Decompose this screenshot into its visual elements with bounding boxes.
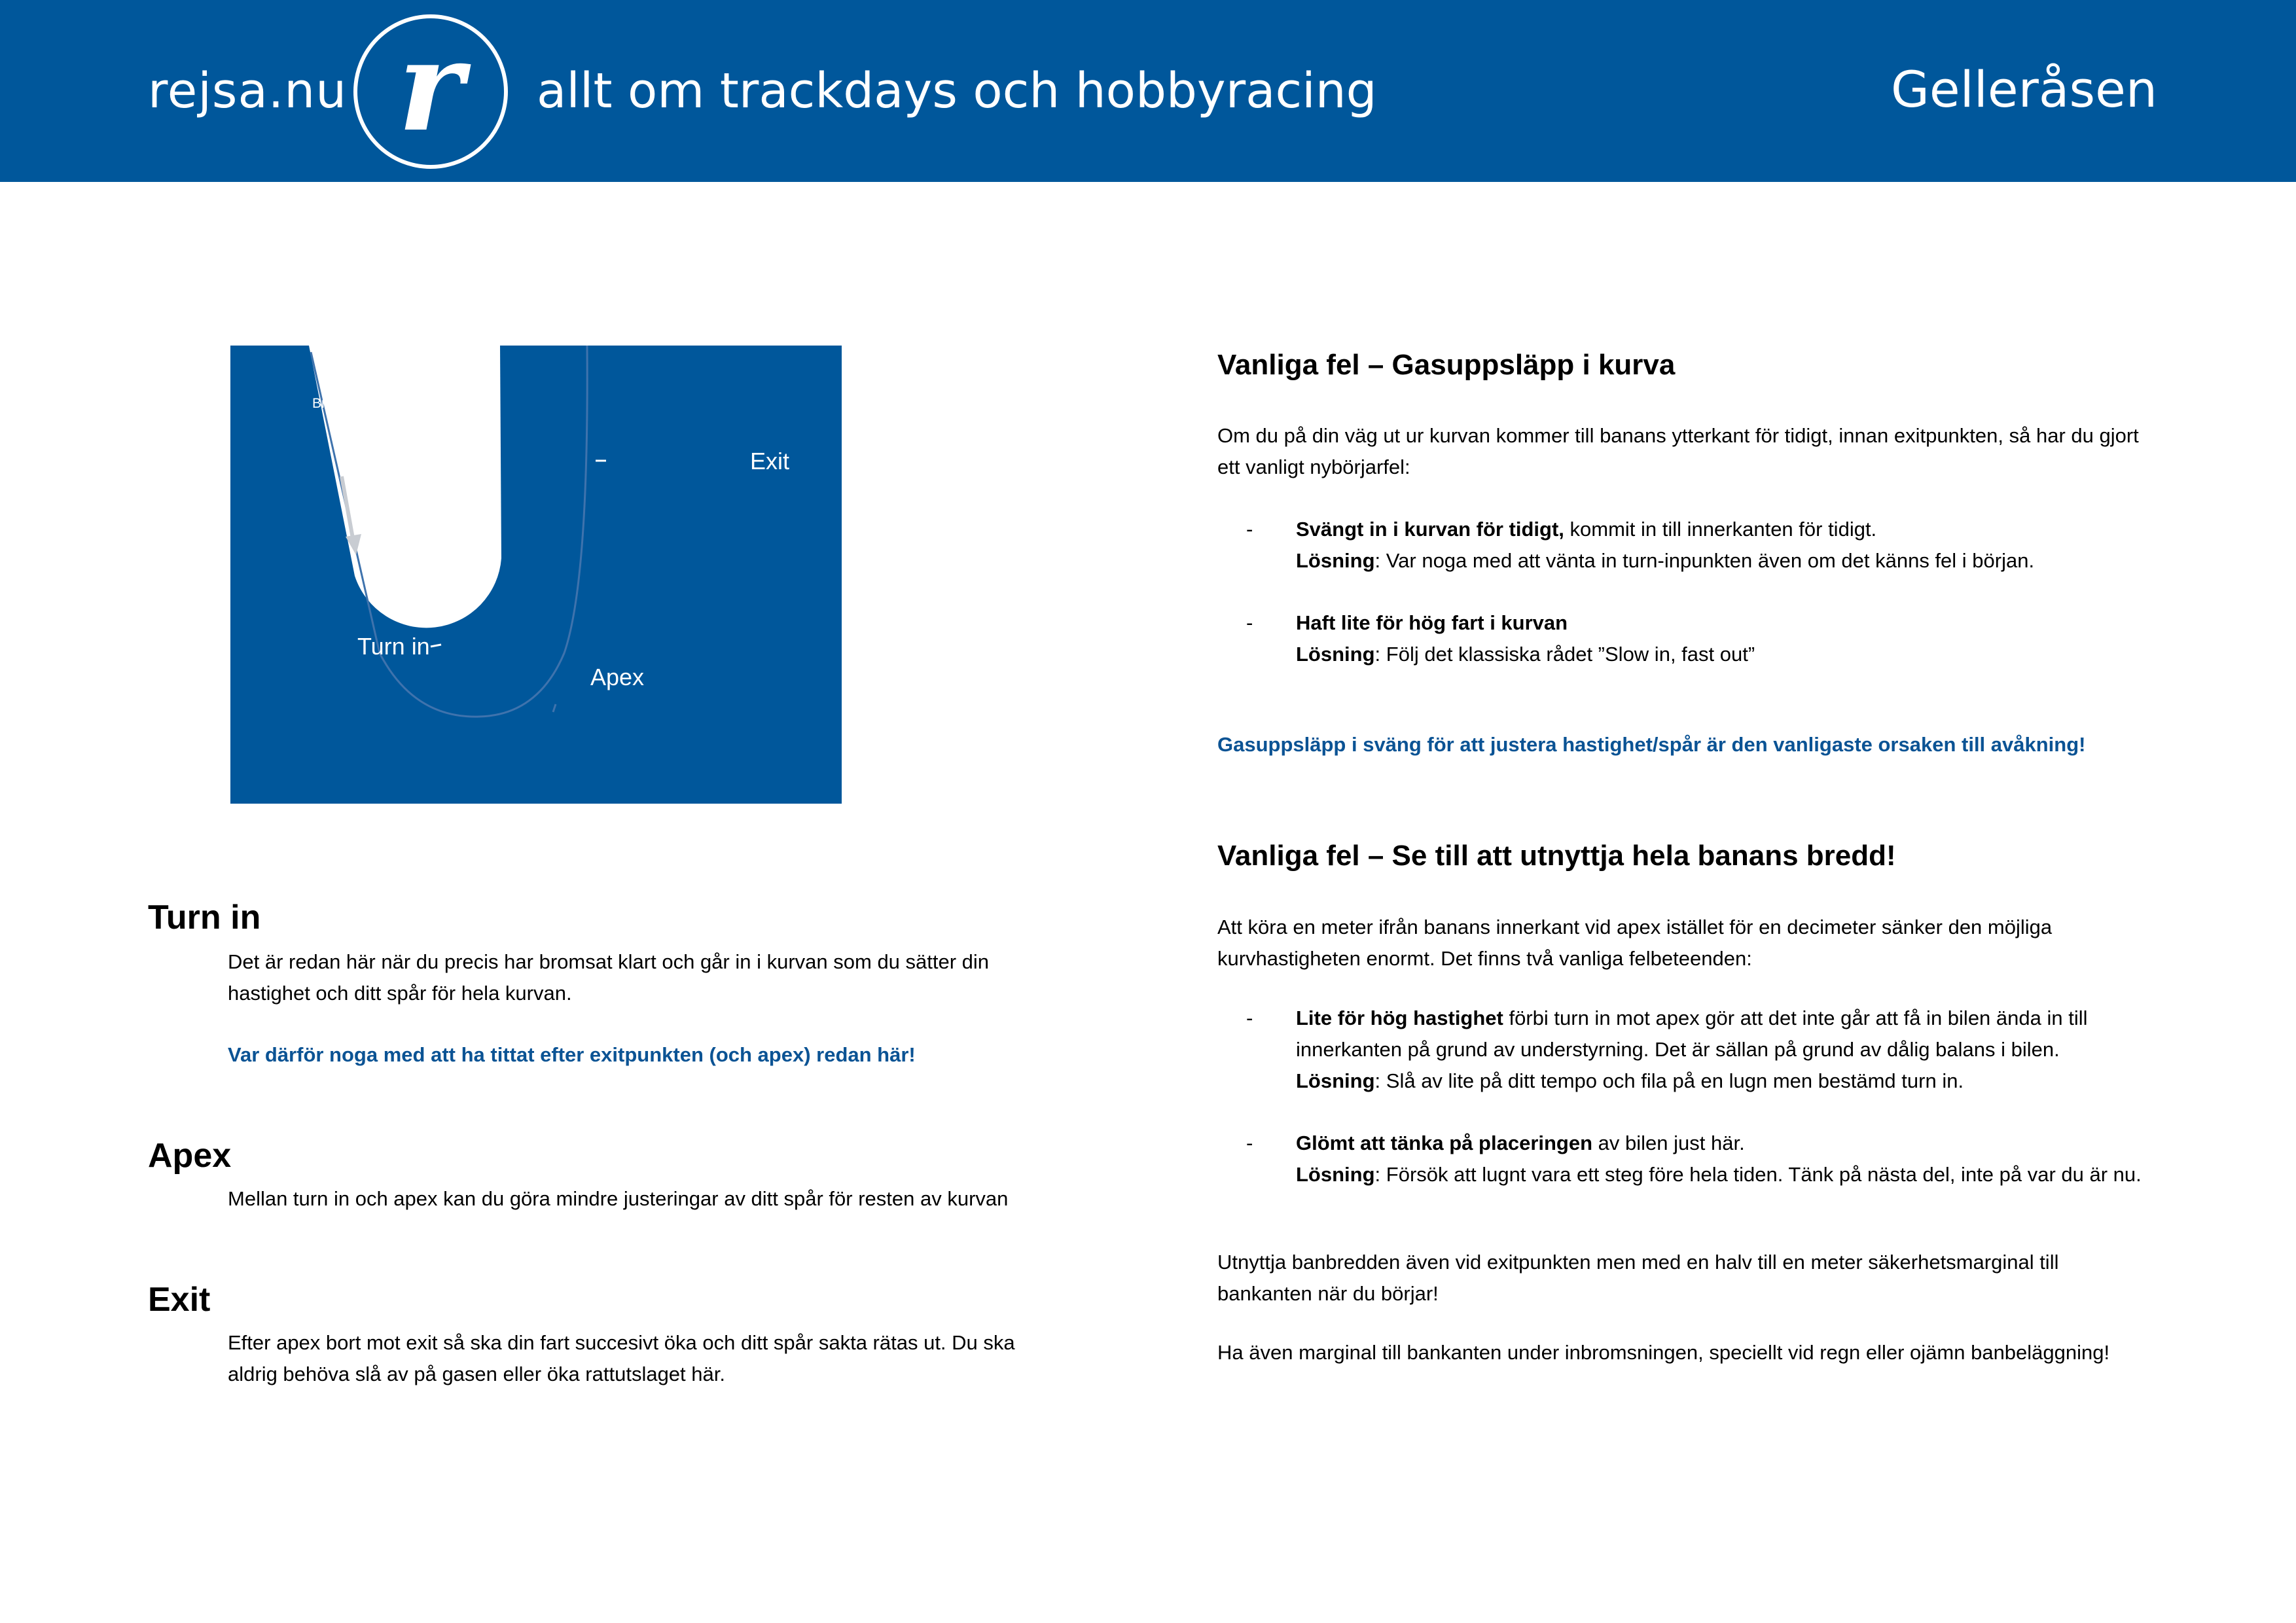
solution-label: Lösning	[1296, 643, 1375, 666]
solution-label: Lösning	[1296, 1163, 1375, 1186]
header-banner	[0, 0, 2296, 182]
corner-diagram	[230, 346, 842, 804]
label-braking-point: Bromspunkt	[312, 396, 386, 411]
list-item-bold: Lite för hög hastighet	[1296, 1007, 1503, 1029]
solution-text: : Var noga med att vänta in turn-inpunkten även om det känns fel i början.	[1374, 549, 2035, 572]
exit-heading: Exit	[148, 1281, 211, 1319]
list-item-bold: Haft lite för hög fart i kurvan	[1296, 611, 1568, 634]
apex-heading: Apex	[148, 1137, 232, 1175]
track-name: Gelleråsen	[1891, 60, 2157, 118]
diagram-background	[230, 346, 842, 804]
label-apex: Apex	[590, 664, 645, 690]
apex-text: Mellan turn in och apex kan du göra mindre justeringar av ditt spår för resten av kurvan	[228, 1187, 1009, 1210]
section-gas-release-note: Gasuppsläpp i sväng för att justera hastighet/spår är den vanligaste orsaken till avåkning!	[1217, 733, 2086, 756]
brand-name: rejsa.nu	[148, 63, 348, 119]
list-item	[1296, 607, 2160, 670]
turn-in-heading: Turn in	[148, 899, 261, 936]
section-track-width-margin-note: Ha även marginal till bankanten under inbromsningen, speciellt vid regn eller ojämn banbeläggning!	[1217, 1341, 2110, 1364]
list-item-text: av bilen just här.	[1592, 1132, 1745, 1154]
section-gas-release-heading: Vanliga fel – Gasuppsläpp i kurva	[1217, 349, 1676, 381]
tagline: allt om trackdays och hobbyracing	[537, 63, 1377, 119]
list-item-bold: Svängt in i kurvan för tidigt,	[1296, 518, 1564, 541]
logo-letter: r	[397, 13, 464, 159]
list-item	[1296, 1128, 2212, 1190]
list-item	[1296, 1003, 2121, 1097]
list-item-bold: Glömt att tänka på placeringen	[1296, 1132, 1593, 1154]
section-track-width-outro: Utnyttja banbredden även vid exitpunkten men med en halv till en meter säkerhetsmarginal till bankanten när du börjar!	[1217, 1251, 2059, 1305]
list-item-text: förbi turn in mot apex gör att det inte går att få in bilen ända in till innerkanten på grund av understyrning. Det är sällan på grund av dålig balans i bilen.	[1296, 1007, 2088, 1061]
exit-text: Efter apex bort mot exit så ska din fart succesivt öka och ditt spår sakta rätas ut. Du ska aldrig behöva slå av på gasen eller öka rattutslaget här.	[228, 1331, 1015, 1385]
list-item-text: kommit in till innerkanten för tidigt.	[1564, 518, 1877, 541]
solution-label: Lösning	[1296, 549, 1375, 572]
turn-in-text: Det är redan här när du precis har bromsat klart och går in i kurvan som du sätter din hastighet och ditt spår för hela kurvan.	[228, 950, 990, 1005]
label-exit: Exit	[750, 448, 790, 474]
label-turn-in: Turn in	[357, 633, 430, 660]
bullet-dash: -	[1246, 1007, 1253, 1029]
section-gas-release-intro: Om du på din väg ut ur kurvan kommer till banans ytterkant för tidigt, innan exitpunkten, så har du gjort ett vanligt nybörjarfel:	[1217, 424, 2139, 478]
solution-label: Lösning	[1296, 1069, 1375, 1092]
solution-text: : Följ det klassiska rådet ”Slow in, fast out”	[1374, 643, 1755, 666]
turn-in-note: Var därför noga med att ha tittat efter exitpunkten (och apex) redan här!	[228, 1043, 916, 1066]
logo-icon	[352, 13, 509, 170]
bullet-dash: -	[1246, 518, 1253, 541]
bullet-dash: -	[1246, 611, 1253, 634]
solution-text: : Slå av lite på ditt tempo och fila på en lugn men bestämd turn in.	[1374, 1069, 1964, 1092]
section-track-width-intro: Att köra en meter ifrån banans innerkant vid apex istället för en decimeter sänker den möjliga kurvhastigheten enormt. Det finns två vanliga felbeteenden:	[1217, 916, 2053, 970]
section-track-width-heading: Vanliga fel – Se till att utnyttja hela banans bredd!	[1217, 840, 1896, 872]
bullet-dash: -	[1246, 1132, 1253, 1154]
list-item	[1296, 514, 2160, 577]
solution-text: : Försök att lugnt vara ett steg före hela tiden. Tänk på nästa del, inte på var du är nu.	[1374, 1163, 2142, 1186]
